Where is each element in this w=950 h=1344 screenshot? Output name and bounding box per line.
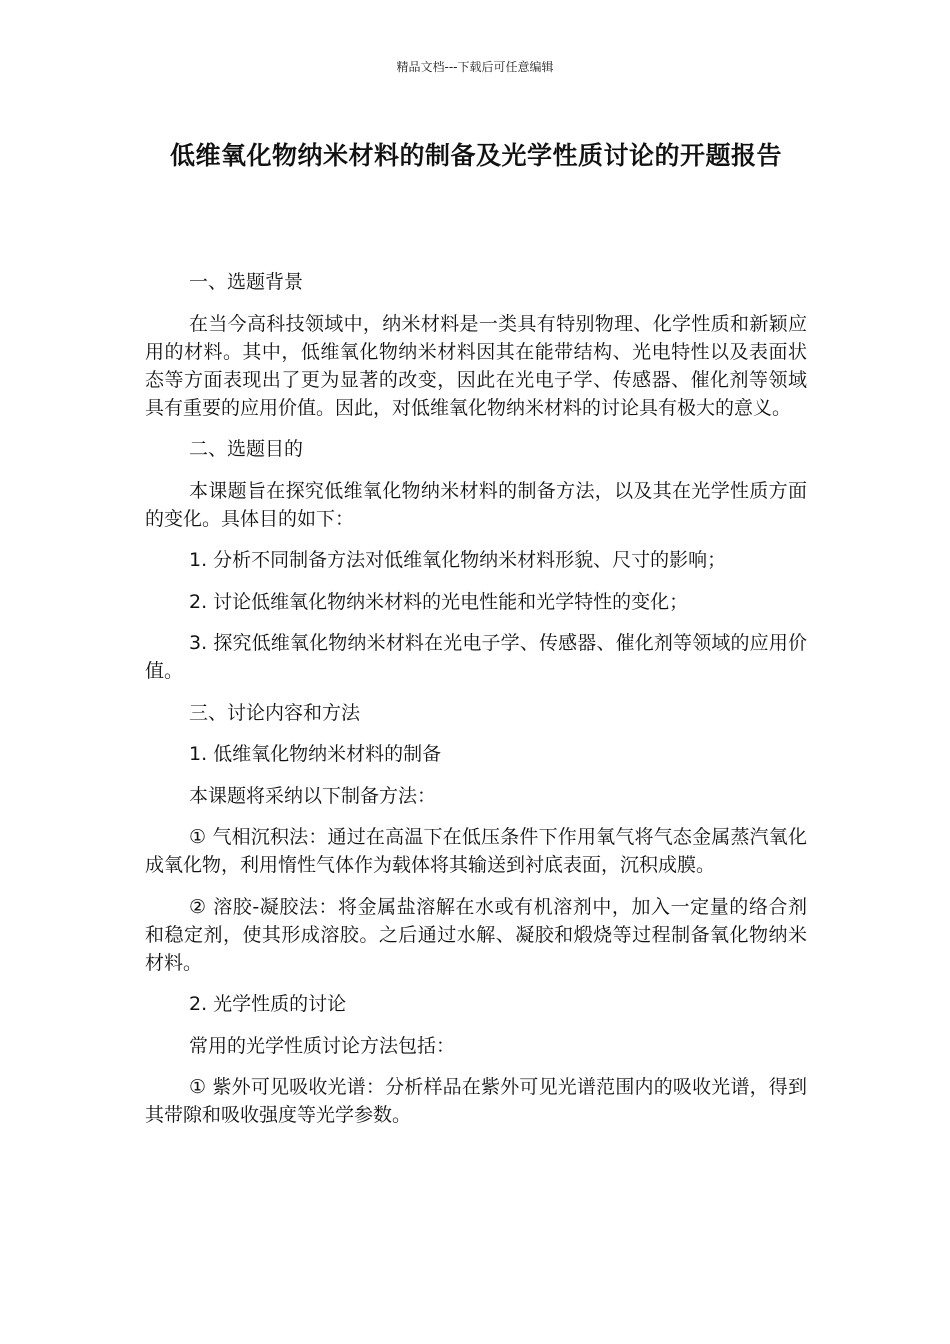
paragraph-purpose: 本课题旨在探究低维氧化物纳米材料的制备方法，以及其在光学性质方面的变化。具体目的如下： [145,479,807,530]
paragraph-preparation-intro: 本课题将采纳以下制备方法： [189,784,437,807]
list-item-purpose-2: 2. 讨论低维氧化物纳米材料的光电性能和光学特性的变化； [189,590,689,613]
list-item-sol-gel: ② 溶胶-凝胶法：将金属盐溶解在水或有机溶剂中，加入一定量的络合剂和稳定剂，使其形成溶胶。之后通过水解、凝胶和煅烧等过程制备氧化物纳米材料。 [145,895,807,974]
section-heading-content-methods: 三、讨论内容和方法 [189,701,361,724]
subsection-heading-optical: 2. 光学性质的讨论 [189,993,347,1015]
list-item-vapor-deposition: ① 气相沉积法：通过在高温下在低压条件下作用氧气将气态金属蒸汽氧化成氧化物，利用惰性气体作为载体将其输送到衬底表面，沉积成膜。 [145,826,807,876]
section-heading-purpose: 二、选题目的 [189,438,304,460]
subsection-heading-preparation: 1. 低维氧化物纳米材料的制备 [189,743,442,765]
paragraph-background: 在当今高科技领域中，纳米材料是一类具有特别物理、化学性质和新颖应用的材料。其中，低维氧化物纳米材料因其在能带结构、光电特性以及表面状态等方面表现出了更为显著的改变，因此在光电子学、传感器、催化剂等领域具有重要的应用价值。因此，对低维氧化物纳米材料的讨论具有极大的意义。 [145,312,807,419]
list-item-uv-vis: ① 紫外可见吸收光谱：分析样品在紫外可见光谱范围内的吸收光谱，得到其带隙和吸收强度等光学参数。 [145,1076,807,1126]
list-item-purpose-1: 1. 分析不同制备方法对低维氧化物纳米材料形貌、尺寸的影响； [189,549,727,571]
document-title: 低维氧化物纳米材料的制备及光学性质讨论的开题报告 [169,141,782,170]
list-item-purpose-3: 3. 探究低维氧化物纳米材料在光电子学、传感器、催化剂等领域的应用价值。 [145,632,807,682]
paragraph-optical-intro: 常用的光学性质讨论方法包括： [189,1034,456,1057]
section-heading-background: 一、选题背景 [189,271,304,293]
header-note: 精品文档---下载后可任意编辑 [396,60,554,74]
document-body [145,268,807,1143]
